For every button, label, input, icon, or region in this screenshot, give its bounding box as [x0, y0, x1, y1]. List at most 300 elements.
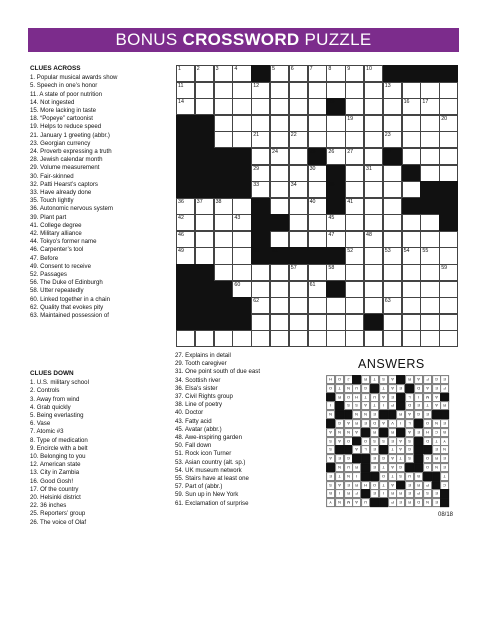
answer-cell: A	[335, 481, 344, 490]
grid-cell[interactable]	[439, 314, 458, 331]
grid-cell[interactable]	[232, 82, 251, 99]
grid-cell[interactable]	[214, 214, 233, 231]
grid-block	[176, 181, 195, 198]
grid-cell[interactable]	[308, 82, 327, 99]
answer-cell: H	[423, 428, 432, 437]
grid-block	[214, 281, 233, 298]
grid-cell[interactable]	[270, 82, 289, 99]
grid-cell[interactable]	[270, 65, 289, 82]
grid-cell[interactable]	[214, 247, 233, 264]
grid-cell[interactable]	[214, 231, 233, 248]
grid-cell[interactable]	[232, 281, 251, 298]
grid-cell[interactable]	[251, 297, 270, 314]
cell-number: 57	[290, 265, 297, 272]
grid-cell[interactable]	[176, 98, 195, 115]
grid-block	[364, 314, 383, 331]
grid-cell[interactable]	[214, 82, 233, 99]
grid-cell[interactable]	[420, 115, 439, 132]
answer-cell: T	[361, 393, 370, 402]
grid-cell[interactable]	[420, 314, 439, 331]
grid-block	[176, 131, 195, 148]
clue-item: 43. Fatty acid	[175, 417, 212, 425]
grid-cell[interactable]	[383, 165, 402, 182]
grid-cell[interactable]	[214, 115, 233, 132]
grid-cell[interactable]	[383, 314, 402, 331]
grid-cell[interactable]	[195, 198, 214, 215]
grid-cell[interactable]	[364, 148, 383, 165]
answer-cell: H	[361, 481, 370, 490]
answer-cell: E	[405, 489, 414, 498]
answer-cell: I	[352, 472, 361, 481]
answer-cell: E	[440, 419, 449, 428]
grid-cell[interactable]	[383, 98, 402, 115]
grid-cell[interactable]	[420, 131, 439, 148]
cell-number: 40	[309, 198, 316, 205]
grid-cell[interactable]	[364, 297, 383, 314]
grid-cell[interactable]	[270, 314, 289, 331]
grid-block	[176, 165, 195, 182]
grid-cell[interactable]	[251, 148, 270, 165]
grid-cell[interactable]	[364, 264, 383, 281]
clue-item: 27. Explains in detail	[175, 352, 231, 359]
grid-cell[interactable]	[402, 297, 421, 314]
answer-cell: A	[388, 384, 397, 393]
grid-cell[interactable]	[232, 214, 251, 231]
grid-cell[interactable]	[383, 131, 402, 148]
grid-cell[interactable]	[214, 264, 233, 281]
cell-number: 15	[328, 99, 335, 106]
grid-cell[interactable]	[251, 330, 270, 347]
grid-cell[interactable]	[326, 65, 345, 82]
grid-cell[interactable]	[251, 115, 270, 132]
grid-cell[interactable]	[289, 165, 308, 182]
grid-cell[interactable]	[289, 131, 308, 148]
grid-cell[interactable]	[251, 281, 270, 298]
grid-cell[interactable]	[251, 264, 270, 281]
grid-cell[interactable]	[383, 281, 402, 298]
grid-cell[interactable]	[214, 198, 233, 215]
grid-cell[interactable]	[251, 131, 270, 148]
answer-cell: C	[432, 428, 441, 437]
cell-number: 35	[328, 182, 335, 189]
grid-cell[interactable]	[326, 264, 345, 281]
grid-cell[interactable]	[439, 131, 458, 148]
grid-cell[interactable]	[270, 131, 289, 148]
grid-cell[interactable]	[420, 231, 439, 248]
grid-cell[interactable]	[289, 181, 308, 198]
grid-cell[interactable]	[364, 98, 383, 115]
grid-cell[interactable]	[308, 198, 327, 215]
grid-cell[interactable]	[326, 314, 345, 331]
grid-block	[420, 198, 439, 215]
grid-cell[interactable]	[270, 198, 289, 215]
grid-cell[interactable]	[345, 330, 364, 347]
grid-cell[interactable]	[364, 165, 383, 182]
grid-cell[interactable]	[439, 148, 458, 165]
answer-cell: O	[344, 437, 353, 446]
grid-cell[interactable]	[383, 198, 402, 215]
answer-cell: N	[335, 463, 344, 472]
answer-cell: Y	[326, 498, 335, 507]
answer-cell: H	[326, 375, 335, 384]
grid-cell[interactable]	[251, 181, 270, 198]
grid-cell[interactable]	[439, 165, 458, 182]
grid-cell[interactable]	[345, 198, 364, 215]
grid-cell[interactable]	[420, 148, 439, 165]
answer-cell: T	[379, 384, 388, 393]
grid-cell[interactable]	[289, 281, 308, 298]
answer-cell: A	[326, 454, 335, 463]
grid-cell[interactable]	[308, 231, 327, 248]
clue-item: 26. The voice of Olaf	[30, 518, 87, 526]
clue-item: 4. Grab quickly	[30, 403, 71, 411]
grid-cell[interactable]	[345, 165, 364, 182]
grid-cell[interactable]	[383, 214, 402, 231]
grid-cell[interactable]	[439, 115, 458, 132]
cell-number: 60	[234, 281, 241, 288]
grid-cell[interactable]	[232, 231, 251, 248]
answer-cell: A	[388, 454, 397, 463]
grid-cell[interactable]	[289, 65, 308, 82]
grid-block	[326, 98, 345, 115]
grid-cell[interactable]	[251, 165, 270, 182]
grid-cell[interactable]	[289, 98, 308, 115]
grid-cell[interactable]	[308, 98, 327, 115]
grid-cell[interactable]	[232, 264, 251, 281]
clues-down-list	[30, 379, 174, 527]
clue-item: 29. Tooth caregiver	[175, 360, 227, 368]
grid-cell[interactable]	[345, 281, 364, 298]
grid-cell[interactable]	[345, 65, 364, 82]
grid-cell[interactable]	[326, 231, 345, 248]
grid-cell[interactable]	[364, 65, 383, 82]
cell-number: 20	[441, 115, 448, 122]
answer-cell: T	[423, 401, 432, 410]
grid-cell[interactable]	[364, 131, 383, 148]
grid-cell[interactable]	[345, 264, 364, 281]
grid-cell[interactable]	[383, 115, 402, 132]
clue-item: 14. Not ingested	[30, 98, 75, 106]
grid-cell[interactable]	[345, 131, 364, 148]
grid-cell[interactable]	[195, 247, 214, 264]
grid-cell[interactable]	[383, 247, 402, 264]
grid-cell[interactable]	[420, 281, 439, 298]
grid-cell[interactable]	[383, 264, 402, 281]
grid-cell[interactable]	[383, 297, 402, 314]
grid-cell[interactable]	[232, 330, 251, 347]
grid-cell[interactable]	[439, 281, 458, 298]
cell-number: 38	[215, 198, 222, 205]
grid-cell[interactable]	[308, 181, 327, 198]
clue-item: 62. Quality that evokes pity	[30, 303, 104, 311]
grid-cell[interactable]	[251, 98, 270, 115]
answer-cell: F	[423, 375, 432, 384]
answer-cell: A	[388, 481, 397, 490]
grid-cell[interactable]	[270, 281, 289, 298]
grid-cell[interactable]	[289, 314, 308, 331]
answer-cell: L	[361, 445, 370, 454]
answer-cell: E	[440, 454, 449, 463]
grid-cell[interactable]	[195, 231, 214, 248]
grid-cell[interactable]	[326, 214, 345, 231]
grid-cell[interactable]	[232, 247, 251, 264]
grid-cell[interactable]	[308, 281, 327, 298]
grid-cell[interactable]	[270, 148, 289, 165]
grid-cell[interactable]	[402, 281, 421, 298]
answer-cell: P	[423, 481, 432, 490]
answer-cell: U	[344, 463, 353, 472]
answer-cell: A	[396, 437, 405, 446]
grid-block	[326, 181, 345, 198]
grid-cell[interactable]	[308, 330, 327, 347]
grid-cell[interactable]	[176, 198, 195, 215]
grid-cell[interactable]	[345, 231, 364, 248]
grid-cell[interactable]	[420, 247, 439, 264]
cell-number: 16	[403, 99, 410, 106]
grid-block	[402, 65, 421, 82]
clue-item: 59. Sun up in New York	[175, 491, 239, 499]
grid-cell[interactable]	[420, 165, 439, 182]
clue-item: 60. Linked together in a chain	[30, 295, 110, 303]
grid-cell[interactable]	[270, 231, 289, 248]
grid-cell[interactable]	[289, 115, 308, 132]
grid-cell[interactable]	[232, 98, 251, 115]
grid-cell[interactable]	[420, 82, 439, 99]
grid-cell[interactable]	[308, 314, 327, 331]
grid-block	[308, 148, 327, 165]
answer-cell: D	[414, 384, 423, 393]
grid-cell[interactable]	[402, 231, 421, 248]
grid-cell[interactable]	[326, 148, 345, 165]
grid-cell[interactable]	[176, 214, 195, 231]
grid-cell[interactable]	[345, 314, 364, 331]
clue-item: 36. Autonomic nervous system	[30, 205, 113, 213]
grid-cell[interactable]	[214, 330, 233, 347]
grid-cell[interactable]	[270, 98, 289, 115]
grid-cell[interactable]	[289, 231, 308, 248]
grid-cell[interactable]	[195, 330, 214, 347]
grid-cell[interactable]	[270, 264, 289, 281]
grid-cell[interactable]	[364, 214, 383, 231]
grid-cell[interactable]	[345, 98, 364, 115]
cell-number: 52	[347, 248, 354, 255]
grid-cell[interactable]	[326, 330, 345, 347]
crossword-grid[interactable]	[176, 65, 458, 347]
grid-cell[interactable]	[439, 82, 458, 99]
answer-cell: A	[388, 375, 397, 384]
grid-cell[interactable]	[214, 131, 233, 148]
grid-cell[interactable]	[289, 198, 308, 215]
clue-item: 63. Maintained possession of	[30, 312, 109, 320]
clue-item: 58. Utter repeatedly	[30, 287, 84, 295]
grid-cell[interactable]	[289, 148, 308, 165]
grid-cell[interactable]	[345, 297, 364, 314]
answer-cell: O	[423, 454, 432, 463]
grid-cell[interactable]	[420, 330, 439, 347]
grid-cell[interactable]	[364, 82, 383, 99]
grid-cell[interactable]	[402, 131, 421, 148]
grid-cell[interactable]	[402, 98, 421, 115]
clue-item: 5. Being everlasting	[30, 412, 84, 420]
answer-cell: E	[370, 445, 379, 454]
grid-cell[interactable]	[364, 330, 383, 347]
grid-cell[interactable]	[326, 297, 345, 314]
answer-cell: A	[423, 384, 432, 393]
grid-cell[interactable]	[364, 281, 383, 298]
answer-cell: E	[440, 375, 449, 384]
grid-cell[interactable]	[251, 314, 270, 331]
grid-cell[interactable]	[402, 214, 421, 231]
answer-cell: I	[335, 489, 344, 498]
grid-block	[326, 247, 345, 264]
grid-cell[interactable]	[402, 82, 421, 99]
cell-number: 49	[178, 248, 184, 255]
grid-cell[interactable]	[195, 214, 214, 231]
grid-cell[interactable]	[402, 264, 421, 281]
grid-cell[interactable]	[439, 247, 458, 264]
answer-cell: N	[432, 419, 441, 428]
answer-cell: S	[326, 481, 335, 490]
grid-cell[interactable]	[402, 330, 421, 347]
grid-cell[interactable]	[402, 148, 421, 165]
grid-cell[interactable]	[326, 115, 345, 132]
grid-cell[interactable]	[308, 165, 327, 182]
grid-cell[interactable]	[420, 297, 439, 314]
grid-cell[interactable]	[195, 98, 214, 115]
grid-cell[interactable]	[308, 65, 327, 82]
grid-cell[interactable]	[439, 264, 458, 281]
grid-cell[interactable]	[308, 131, 327, 148]
grid-cell[interactable]	[232, 131, 251, 148]
grid-cell[interactable]	[289, 264, 308, 281]
grid-cell[interactable]	[364, 231, 383, 248]
grid-cell[interactable]	[439, 98, 458, 115]
answer-cell: R	[440, 401, 449, 410]
grid-cell[interactable]	[308, 115, 327, 132]
grid-cell[interactable]	[345, 247, 364, 264]
grid-cell[interactable]	[289, 330, 308, 347]
answer-cell: T	[379, 463, 388, 472]
answer-cell: L	[405, 419, 414, 428]
grid-cell[interactable]	[439, 330, 458, 347]
grid-cell[interactable]	[270, 165, 289, 182]
grid-cell[interactable]	[270, 181, 289, 198]
grid-cell[interactable]	[402, 247, 421, 264]
clue-item: 10. Belonging to you	[30, 453, 86, 461]
grid-cell[interactable]	[289, 82, 308, 99]
grid-cell[interactable]	[232, 65, 251, 82]
answer-cell: D	[405, 401, 414, 410]
grid-cell[interactable]	[176, 231, 195, 248]
answer-cell: T	[440, 472, 449, 481]
grid-cell[interactable]	[420, 98, 439, 115]
grid-cell[interactable]	[326, 82, 345, 99]
answer-block	[379, 428, 388, 437]
clue-item: 17. Of the country	[30, 485, 79, 493]
grid-cell[interactable]	[251, 82, 270, 99]
grid-cell[interactable]	[308, 214, 327, 231]
grid-cell[interactable]	[345, 148, 364, 165]
grid-cell[interactable]	[270, 297, 289, 314]
grid-cell[interactable]	[308, 264, 327, 281]
clue-item: 13. City in Zambia	[30, 469, 80, 477]
cell-number: 28	[384, 148, 391, 155]
grid-cell[interactable]	[195, 82, 214, 99]
answer-cell: R	[361, 375, 370, 384]
grid-cell[interactable]	[345, 214, 364, 231]
grid-cell[interactable]	[176, 65, 195, 82]
answer-cell: I	[396, 419, 405, 428]
answer-cell: E	[432, 498, 441, 507]
grid-cell[interactable]	[364, 198, 383, 215]
grid-cell[interactable]	[289, 214, 308, 231]
grid-block	[214, 297, 233, 314]
grid-cell[interactable]	[383, 330, 402, 347]
cell-number: 25	[309, 148, 316, 155]
grid-cell[interactable]	[214, 65, 233, 82]
grid-cell[interactable]	[383, 181, 402, 198]
grid-cell[interactable]	[364, 115, 383, 132]
grid-cell[interactable]	[345, 181, 364, 198]
clues-down-continued	[175, 352, 310, 508]
grid-cell[interactable]	[402, 181, 421, 198]
grid-cell[interactable]	[402, 115, 421, 132]
answer-cell: A	[405, 428, 414, 437]
grid-block	[232, 165, 251, 182]
grid-cell[interactable]	[402, 314, 421, 331]
answer-cell: A	[396, 445, 405, 454]
grid-cell[interactable]	[420, 214, 439, 231]
answer-cell: B	[414, 472, 423, 481]
grid-cell[interactable]	[364, 181, 383, 198]
grid-block	[214, 165, 233, 182]
answer-cell: T	[379, 481, 388, 490]
grid-cell[interactable]	[364, 247, 383, 264]
grid-cell[interactable]	[345, 82, 364, 99]
grid-cell[interactable]	[289, 297, 308, 314]
grid-cell[interactable]	[232, 115, 251, 132]
answer-cell: R	[352, 419, 361, 428]
grid-cell[interactable]	[176, 330, 195, 347]
grid-cell[interactable]	[270, 330, 289, 347]
grid-cell[interactable]	[195, 65, 214, 82]
cell-number: 10	[366, 66, 372, 72]
grid-cell[interactable]	[345, 115, 364, 132]
answer-cell: G	[361, 384, 370, 393]
grid-cell[interactable]	[232, 198, 251, 215]
grid-cell[interactable]	[308, 297, 327, 314]
grid-cell[interactable]	[420, 264, 439, 281]
cell-number: 26	[328, 148, 335, 155]
cell-number: 3	[215, 66, 219, 72]
answer-cell: I	[326, 401, 335, 410]
grid-cell[interactable]	[214, 98, 233, 115]
answer-cell: E	[335, 454, 344, 463]
grid-cell[interactable]	[176, 247, 195, 264]
answer-cell: R	[352, 463, 361, 472]
grid-cell[interactable]	[176, 82, 195, 99]
grid-cell[interactable]	[439, 231, 458, 248]
grid-cell[interactable]	[383, 231, 402, 248]
grid-cell[interactable]	[383, 82, 402, 99]
grid-cell[interactable]	[270, 115, 289, 132]
answer-cell: T	[432, 437, 441, 446]
grid-block	[176, 264, 195, 281]
grid-cell[interactable]	[326, 131, 345, 148]
answer-cell: A	[361, 401, 370, 410]
puzzle-title-banner	[28, 28, 459, 52]
grid-cell[interactable]	[439, 297, 458, 314]
